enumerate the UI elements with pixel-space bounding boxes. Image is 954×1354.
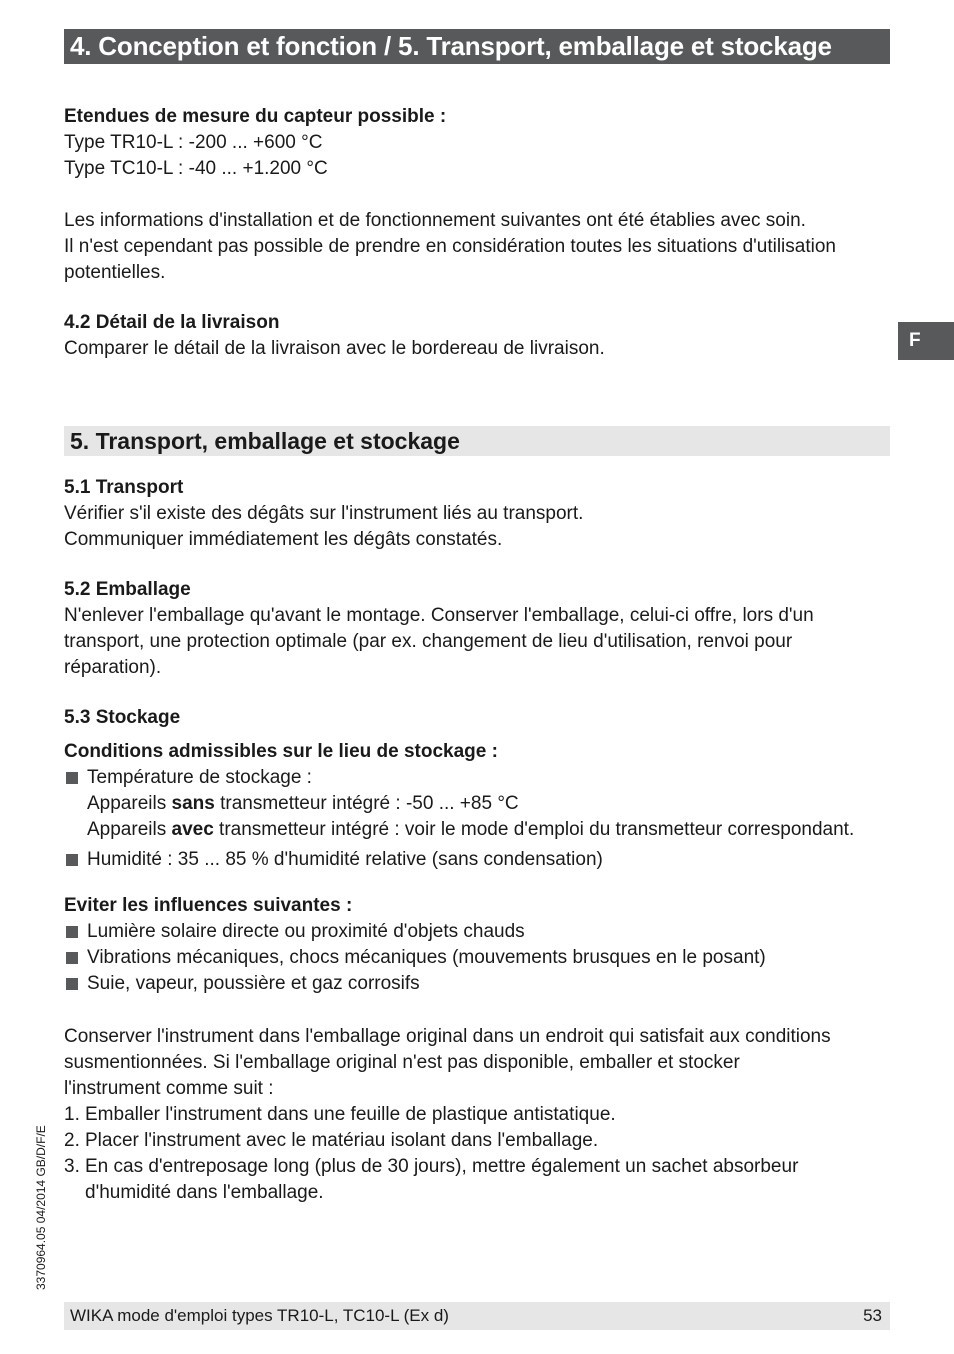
step-item: 2. Placer l'instrument avec le matériau isolant dans l'emballage. — [64, 1130, 599, 1151]
footer-title: WIKA mode d'emploi types TR10-L, TC10-L (Ex d) — [70, 1306, 449, 1325]
keep-line: Conserver l'instrument dans l'emballage original dans un endroit qui satisfait aux conditions — [64, 1026, 831, 1047]
transport-line: Vérifier s'il existe des dégâts sur l'instrument liés au transport. — [64, 503, 584, 524]
avoid-heading: Eviter les influences suivantes : — [64, 895, 353, 916]
info-line: Les informations d'installation et de fonctionnement suivantes ont été établies avec soin. — [64, 210, 806, 231]
delivery-heading: 4.2 Détail de la livraison — [64, 312, 280, 333]
range-line: Type TC10-L : -40 ... +1.200 °C — [64, 158, 328, 179]
info-line: Il n'est cependant pas possible de prendre en considération toutes les situations d'utilisation — [64, 236, 836, 257]
storage-instructions — [64, 1024, 894, 1206]
packaging-section — [64, 577, 894, 681]
square-bullet-icon — [66, 978, 78, 990]
transport-heading: 5.1 Transport — [64, 477, 184, 498]
measuring-ranges — [64, 104, 894, 182]
storage-section — [64, 705, 894, 873]
language-tab: F — [898, 322, 954, 360]
square-bullet-icon — [66, 854, 78, 866]
packaging-line: réparation). — [64, 657, 162, 678]
temp-without-transmitter: Appareils sans transmetteur intégré : -50 ... +85 °C — [87, 793, 519, 814]
bullet-item: Lumière solaire directe ou proximité d'objets chauds — [64, 919, 894, 945]
info-paragraph — [64, 208, 894, 286]
bullet-item: Vibrations mécaniques, chocs mécaniques (mouvements brusques en le posant) — [64, 945, 894, 971]
page-number: 53 — [863, 1306, 882, 1325]
step-continuation: d'humidité dans l'emballage. — [85, 1182, 324, 1203]
chapter-banner: 4. Conception et fonction / 5. Transport, emballage et stockage — [64, 29, 890, 64]
keep-line: susmentionnées. Si l'emballage original n'est pas disponible, emballer et stocker — [64, 1052, 740, 1073]
square-bullet-icon — [66, 926, 78, 938]
keep-line: l'instrument comme suit : — [64, 1078, 274, 1099]
transport-section — [64, 475, 894, 553]
step-item: 1. Emballer l'instrument dans une feuille de plastique antistatique. — [64, 1104, 616, 1125]
bullet-item: Température de stockage : — [64, 765, 894, 791]
delivery-text: Comparer le détail de la livraison avec le bordereau de livraison. — [64, 338, 605, 359]
square-bullet-icon — [66, 952, 78, 964]
transport-line: Communiquer immédiatement les dégâts constatés. — [64, 529, 503, 550]
storage-conditions-heading: Conditions admissibles sur le lieu de stockage : — [64, 741, 498, 762]
packaging-line: N'enlever l'emballage qu'avant le montage. Conserver l'emballage, celui-ci offre, lors d'un — [64, 605, 814, 626]
bullet-item: Suie, vapeur, poussière et gaz corrosifs — [64, 971, 894, 997]
document-code: 3370964.05 04/2014 GB/D/F/E — [34, 1125, 48, 1290]
delivery-section — [64, 310, 894, 362]
avoid-section — [64, 893, 894, 997]
packaging-line: transport, une protection optimale (par ex. changement de lieu d'utilisation, renvoi pour — [64, 631, 793, 652]
step-item: 3. En cas d'entreposage long (plus de 30 jours), mettre également un sachet absorbeur — [64, 1156, 799, 1177]
square-bullet-icon — [66, 772, 78, 784]
bullet-item: Humidité : 35 ... 85 % d'humidité relative (sans condensation) — [64, 847, 894, 873]
info-line: potentielles. — [64, 262, 166, 283]
storage-heading: 5.3 Stockage — [64, 707, 181, 728]
temp-with-transmitter: Appareils avec transmetteur intégré : voir le mode d'emploi du transmetteur correspondant. — [87, 819, 855, 840]
section5-title: 5. Transport, emballage et stockage — [64, 426, 890, 456]
page-footer — [64, 1302, 890, 1330]
measuring-ranges-heading: Etendues de mesure du capteur possible : — [64, 106, 447, 127]
packaging-heading: 5.2 Emballage — [64, 579, 191, 600]
range-line: Type TR10-L : -200 ... +600 °C — [64, 132, 323, 153]
